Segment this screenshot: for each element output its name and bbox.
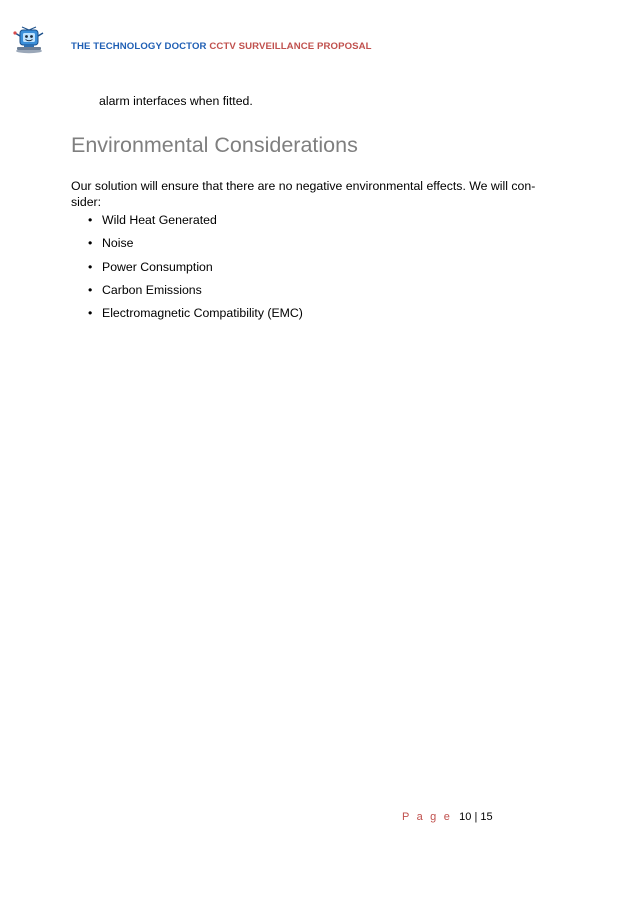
footer-separator: |: [474, 811, 478, 823]
list-item-label: Electromagnetic Compatibility (EMC): [102, 306, 303, 321]
list-item-label: Noise: [102, 236, 134, 251]
header-subject: CCTV SURVEILLANCE PROPOSAL: [209, 41, 372, 52]
computer-doctor-logo-icon: [12, 24, 46, 54]
bullet-icon: •: [88, 213, 93, 227]
footer-page-number: 10: [459, 811, 472, 823]
list-item: [86, 259, 303, 282]
bullet-icon: •: [88, 282, 93, 297]
list-item: [86, 212, 303, 235]
page-footer: [402, 811, 493, 823]
bullet-icon: •: [88, 236, 93, 251]
continuation-text: alarm interfaces when fitted.: [99, 94, 253, 108]
list-item-label: Carbon Emissions: [102, 282, 202, 297]
footer-page-word: P a g e: [402, 811, 453, 823]
section-heading: Environmental Considerations: [71, 133, 358, 157]
list-item-label: Wild Heat Generated: [102, 213, 217, 227]
bullet-icon: •: [88, 306, 93, 321]
list-item: [86, 235, 303, 258]
intro-paragraph: Our solution will ensure that there are no negative environmental effects. We will con-sider:: [71, 179, 536, 209]
list-item: [86, 305, 303, 328]
list-item: [86, 282, 303, 305]
considerations-list: [86, 212, 303, 328]
footer-total-pages: 15: [480, 811, 493, 823]
header-brand: THE TECHNOLOGY DOCTOR: [71, 41, 207, 52]
header-title: [71, 41, 372, 52]
list-item-label: Power Consumption: [102, 259, 213, 274]
bullet-icon: •: [88, 259, 93, 274]
